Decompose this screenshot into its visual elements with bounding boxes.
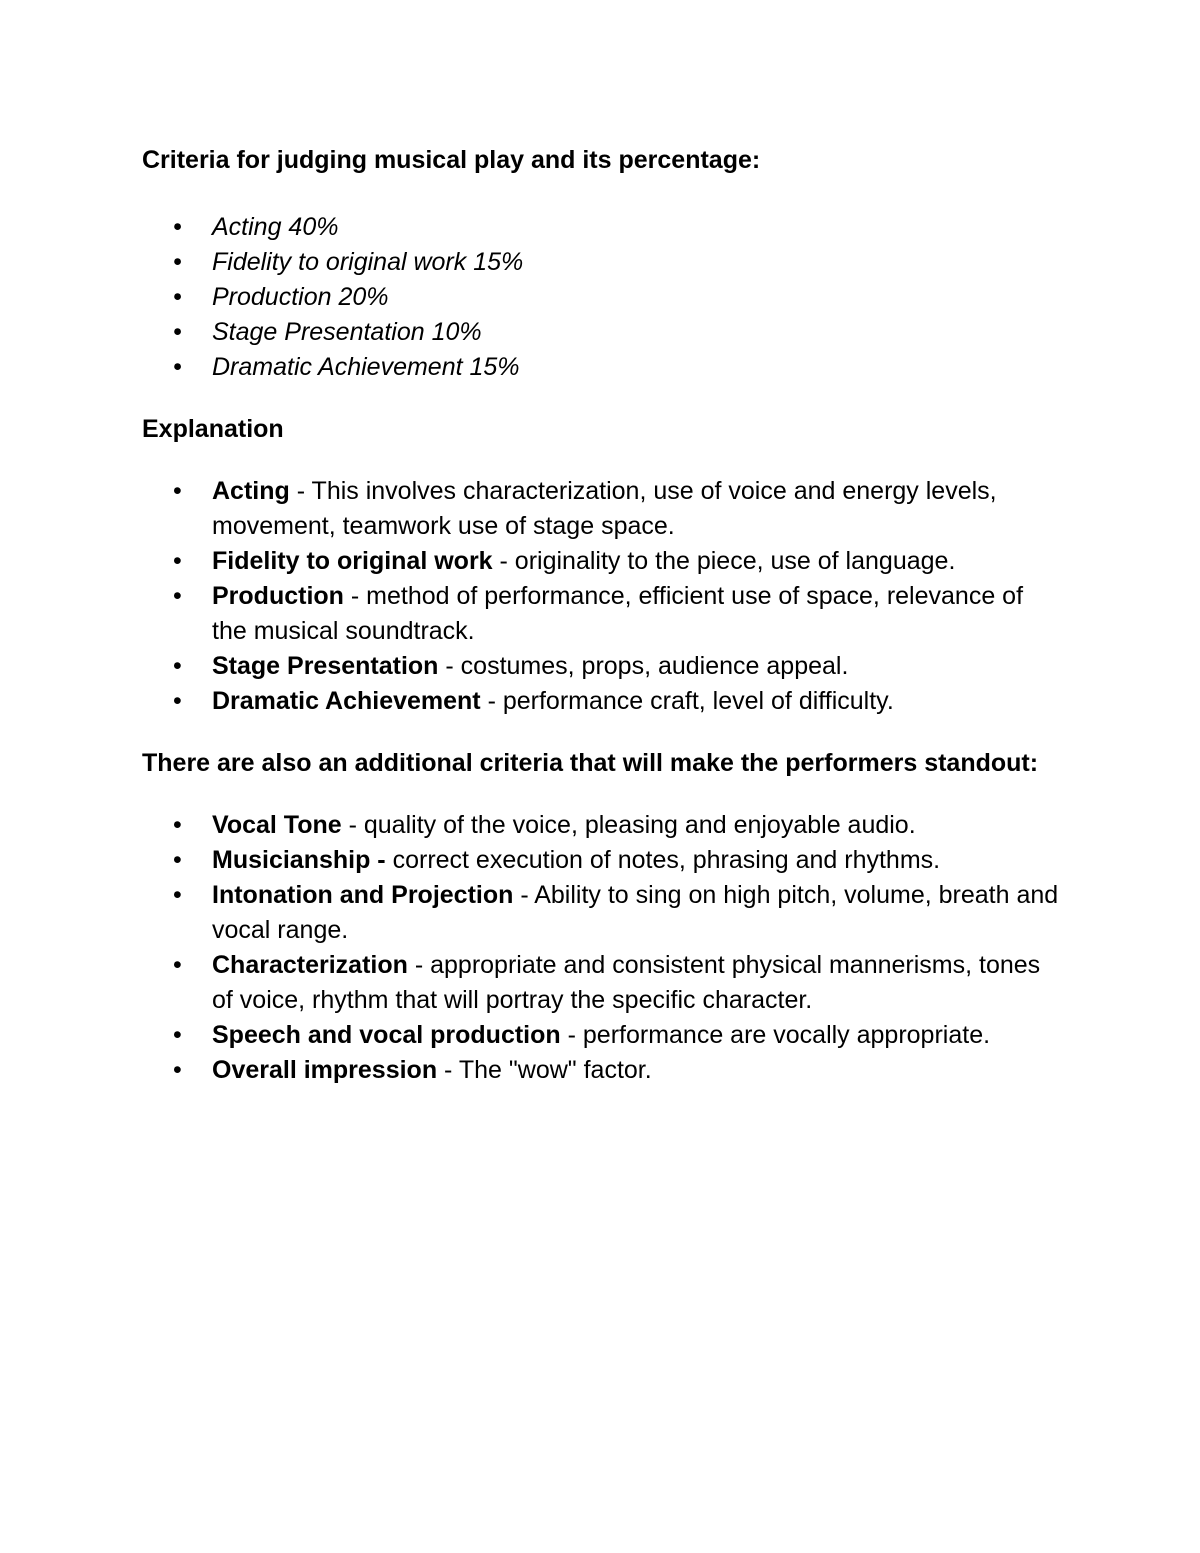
explanation-term: Stage Presentation <box>212 652 439 680</box>
explanation-desc: - originality to the piece, use of language. <box>492 547 956 575</box>
bullet-icon: • <box>173 353 182 381</box>
additional-list <box>142 808 1062 1088</box>
additional-desc: correct execution of notes, phrasing and rhythms. <box>385 846 941 874</box>
additional-item <box>142 1053 1062 1088</box>
criteria-heading: Criteria for judging musical play and its percentage: <box>142 146 761 174</box>
explanation-item <box>142 649 1062 684</box>
criteria-item <box>142 210 1062 245</box>
explanation-list <box>142 474 1062 719</box>
bullet-icon: • <box>173 846 182 874</box>
additional-term: Characterization <box>212 951 408 979</box>
additional-term: Speech and vocal production <box>212 1021 561 1049</box>
criteria-item <box>142 350 1062 385</box>
bullet-icon: • <box>173 283 182 311</box>
criteria-item-text: Acting 40% <box>212 213 339 241</box>
bullet-icon: • <box>173 687 182 715</box>
additional-term: Intonation and Projection <box>212 881 514 909</box>
additional-desc: - The "wow" factor. <box>437 1056 652 1084</box>
criteria-item-text: Production 20% <box>212 283 389 311</box>
explanation-item <box>142 684 1062 719</box>
additional-desc: - appropriate and consistent physical mannerisms, tones of voice, rhythm that will portray the specific character. <box>212 951 1041 1014</box>
explanation-term: Fidelity to original work <box>212 547 493 575</box>
bullet-icon: • <box>173 477 182 505</box>
explanation-item <box>142 474 1062 544</box>
bullet-icon: • <box>173 652 182 680</box>
criteria-item-text: Stage Presentation 10% <box>212 318 482 346</box>
additional-desc: - Ability to sing on high pitch, volume, breath and vocal range. <box>212 881 1059 944</box>
document-page <box>142 143 1062 1088</box>
bullet-icon: • <box>173 811 182 839</box>
criteria-item <box>142 245 1062 280</box>
explanation-term: Dramatic Achievement <box>212 687 481 715</box>
additional-item <box>142 878 1062 948</box>
bullet-icon: • <box>173 1056 182 1084</box>
explanation-heading: Explanation <box>142 415 284 443</box>
bullet-icon: • <box>173 582 182 610</box>
criteria-item <box>142 280 1062 315</box>
bullet-icon: • <box>173 318 182 346</box>
additional-item <box>142 843 1062 878</box>
explanation-term: Acting <box>212 477 290 505</box>
explanation-desc: - This involves characterization, use of voice and energy levels, movement, teamwork use of stage space. <box>212 477 997 540</box>
additional-heading: There are also an additional criteria that will make the performers standout: <box>142 749 1039 777</box>
bullet-icon: • <box>173 881 182 909</box>
bullet-icon: • <box>173 1021 182 1049</box>
explanation-desc: - method of performance, efficient use of space, relevance of the musical soundtrack. <box>212 582 1024 645</box>
criteria-list <box>142 210 1062 385</box>
explanation-item <box>142 579 1062 649</box>
additional-item <box>142 948 1062 1018</box>
additional-desc: - performance are vocally appropriate. <box>560 1021 991 1049</box>
bullet-icon: • <box>173 951 182 979</box>
criteria-item-text: Fidelity to original work 15% <box>212 248 524 276</box>
additional-item <box>142 808 1062 843</box>
explanation-item <box>142 544 1062 579</box>
criteria-item-text: Dramatic Achievement 15% <box>212 353 520 381</box>
additional-item <box>142 1018 1062 1053</box>
bullet-icon: • <box>173 547 182 575</box>
explanation-desc: - costumes, props, audience appeal. <box>438 652 849 680</box>
additional-desc: - quality of the voice, pleasing and enjoyable audio. <box>341 811 916 839</box>
explanation-desc: - performance craft, level of difficulty. <box>480 687 894 715</box>
additional-term: Musicianship - <box>212 846 386 874</box>
additional-term: Vocal Tone <box>212 811 342 839</box>
additional-term: Overall impression <box>212 1056 438 1084</box>
explanation-term: Production <box>212 582 344 610</box>
bullet-icon: • <box>173 213 182 241</box>
bullet-icon: • <box>173 248 182 276</box>
criteria-item <box>142 315 1062 350</box>
